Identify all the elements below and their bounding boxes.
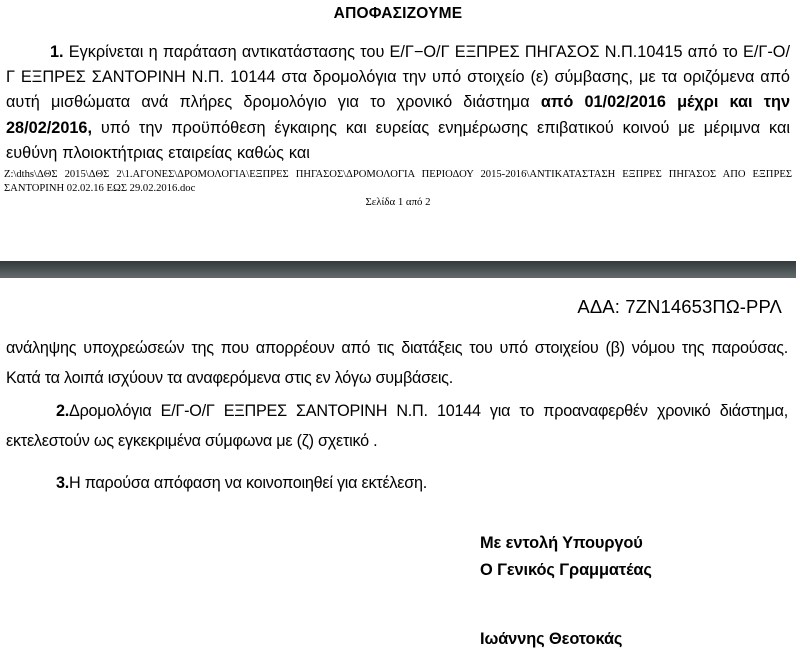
paragraph-2-number: 2. [56,402,70,420]
document-page-one [0,0,796,261]
footer-page-number: Σελίδα 1 από 2 [365,196,431,208]
page-title: ΑΠΟΦΑΣΙΖΟΥΜΕ [333,5,463,22]
paragraph-3 [6,468,788,498]
signatory-name: Ιωάννης Θεοτοκάς [480,630,623,648]
paragraph-continued: ανάληψης υποχρεώσεών της που απορρέουν από τις διατάξεις του υπό στοιχείου (β) νόμου της παρούσας. Κατά τα λοιπά ισχύουν τα αναφερόμενα στις εν λόγω συμβάσεις. [6,339,788,387]
paragraph-1-bold-dates: από 01/02/2016 μέχρι και την 28/02/2016, [6,93,790,137]
footer-file-path: Z:\dths\ΔΘΣ 2015\ΔΘΣ 2\1.ΑΓΟΝΕΣ\ΔΡΟΜΟΛΟΓΙΑ\ΕΞΠΡΕΣ ΠΗΓΑΣΟΣ\ΔΡΟΜΟΛΟΓΙΑ ΠΕΡΙΟΔΟΥ 2015-2016\ΑΝΤΙΚΑΤΑΣΤΑΣΗ ΕΞΠΡΕΣ ΠΗΓΑΣΟΣ ΑΠΟ ΕΞΠΡΕΣ ΣΑΝΤΟΡΙΝΗ 02.02.16 ΕΩΣ 29.02.2016.doc [4,169,792,194]
signature-line-2: Ο Γενικός Γραμματέας [480,561,652,579]
paragraph-3-text: Η παρούσα απόφαση να κοινοποιηθεί για εκτέλεση. [69,474,427,492]
signature-line-1: Με εντολή Υπουργού [480,534,643,552]
page-separator-band [0,261,796,278]
paragraph-2 [6,396,788,456]
paragraph-1 [6,40,790,166]
ada-reference-number: ΑΔΑ: 7ΖΝ14653ΠΩ-ΡΡΛ [577,296,782,317]
signature-block [480,530,780,584]
paragraph-2-text: Δρομολόγια Ε/Γ-Ο/Γ ΕΞΠΡΕΣ ΣΑΝΤΟΡΙΝΗ Ν.Π. 10144 για το προαναφερθέν χρονικό διάστημα, εκτελεστούν ως εγκεκριμένα σύμφωνα με (ζ) σχετικό . [6,402,788,450]
paragraph-3-number: 3. [56,474,70,492]
paragraph-1-text-before-bold: Εγκρίνεται η παράταση αντικατάστασης του Ε/Γ−Ο/Γ ΕΞΠΡΕΣ ΠΗΓΑΣΟΣ Ν.Π.10415 από το Ε/Γ-Ο/Γ ΕΞΠΡΕΣ ΣΑΝΤΟΡΙΝΗ Ν.Π. 10144 στα δρομολόγια την υπό στοιχείο (ε) σύμβασης, με τα οριζόμενα από αυτή μισθώματα ανά πλήρες δρομολόγιο για το χρονικό διάστημα [6,43,790,112]
paragraph-1-number: 1. [50,43,64,61]
paragraph-1-text-after-bold: υπό την προϋπόθεση έγκαιρης και ευρείας ενημέρωσης επιβατικού κοινού με μέριμνα και ευθύνη πλοιοκτήτριας εταιρείας καθώς και [6,118,790,162]
document-page-two [0,278,796,659]
